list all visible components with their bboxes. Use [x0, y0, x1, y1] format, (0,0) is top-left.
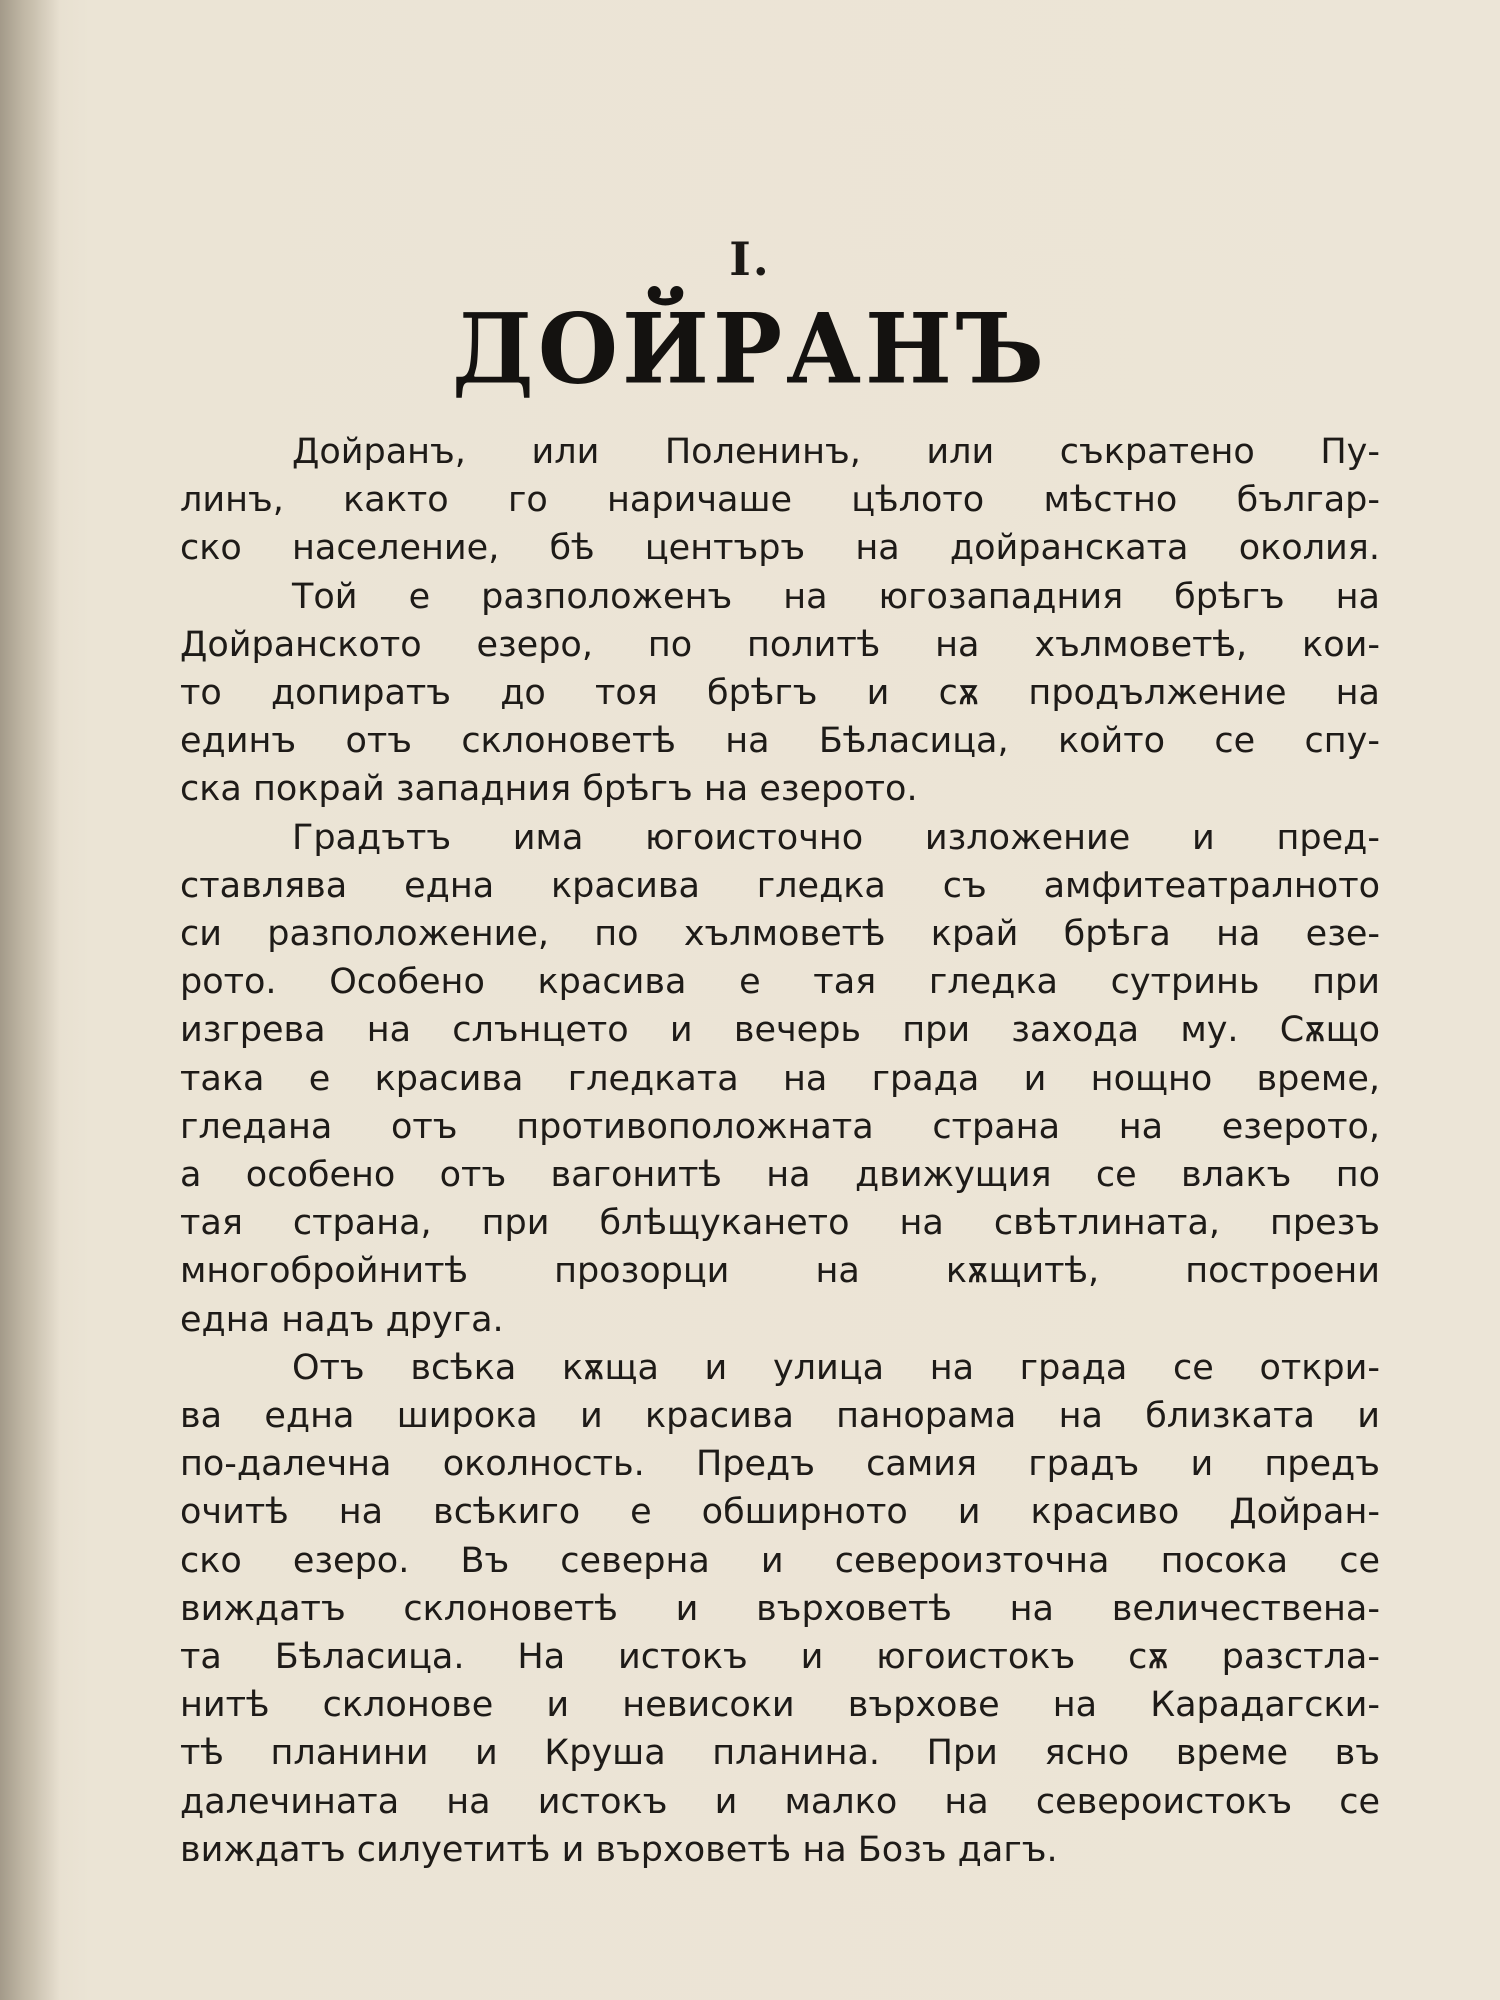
text-line: тая страна, при блѣщукането на свѣтлината, презъ: [180, 1203, 1380, 1244]
text-line: ва една широка и красива панорама на близката и: [180, 1396, 1380, 1437]
text-line: една надъ друга.: [180, 1299, 504, 1340]
text-line: Той е разположенъ на югозападния брѣгъ на: [292, 576, 1380, 617]
text-line: така е красива гледката на града и нощно време,: [180, 1058, 1380, 1099]
text-line: многобройнитѣ прозорци на кѫщитѣ, построени: [180, 1251, 1380, 1292]
text-line: Дойранското езеро, по политѣ на хълмоветѣ, кои-: [180, 624, 1380, 665]
text-line: гледана отъ противоположната страна на езерото,: [180, 1106, 1380, 1147]
text-line: виждатъ склоноветѣ и върховетѣ на величествена-: [180, 1588, 1380, 1629]
text-line: рото. Особено красива е тая гледка сутринь при: [180, 962, 1380, 1003]
text-line: ставлява една красива гледка съ амфитеатралното: [180, 865, 1380, 906]
text-line: далечината на истокъ и малко на североистокъ се: [180, 1781, 1380, 1822]
chapter-body: [180, 428, 1380, 1874]
text-line: ско езеро. Въ северна и североизточна посока се: [180, 1540, 1380, 1581]
chapter-title: ДОЙРАНЪ: [452, 292, 1048, 406]
text-line: единъ отъ склоноветѣ на Бѣласица, който се спу-: [180, 721, 1380, 762]
text-line: Отъ всѣка кѫща и улица на града се откри-: [292, 1347, 1380, 1388]
text-line: нитѣ склонове и невисоки върхове на Карадагски-: [180, 1685, 1380, 1726]
text-line: по-далечна околность. Предъ самия градъ и предъ: [180, 1444, 1380, 1485]
text-line: ско население, бѣ центъръ на дойранската околия.: [180, 528, 1380, 569]
text-line: Градътъ има югоисточно изложение и пред-: [292, 817, 1380, 858]
text-line: а особено отъ вагонитѣ на движущия се влакъ по: [180, 1155, 1380, 1196]
chapter-number: I.: [729, 232, 771, 286]
text-line: очитѣ на всѣкиго е обширното и красиво Дойран-: [180, 1492, 1380, 1533]
text-line: Дойранъ, или Поленинъ, или съкратено Пу-: [292, 432, 1380, 472]
text-line: ска покрай западния брѣгъ на езерото.: [180, 769, 918, 810]
text-line: виждатъ силуетитѣ и върховетѣ на Бозъ дагъ.: [180, 1829, 1058, 1870]
text-line: изгрева на слънцето и вечерь при захода му. Сѫщо: [180, 1010, 1380, 1051]
text-line: тѣ планини и Круша планина. При ясно време въ: [180, 1733, 1380, 1774]
text-line: си разположение, по хълмоветѣ край брѣга на езе-: [180, 914, 1380, 955]
text-line: линъ, както го наричаше цѣлото мѣстно българ-: [180, 480, 1380, 521]
text-line: то допиратъ до тоя брѣгъ и сѫ продължение на: [180, 673, 1380, 714]
text-line: та Бѣласица. На истокъ и югоистокъ сѫ разстла-: [180, 1637, 1380, 1678]
